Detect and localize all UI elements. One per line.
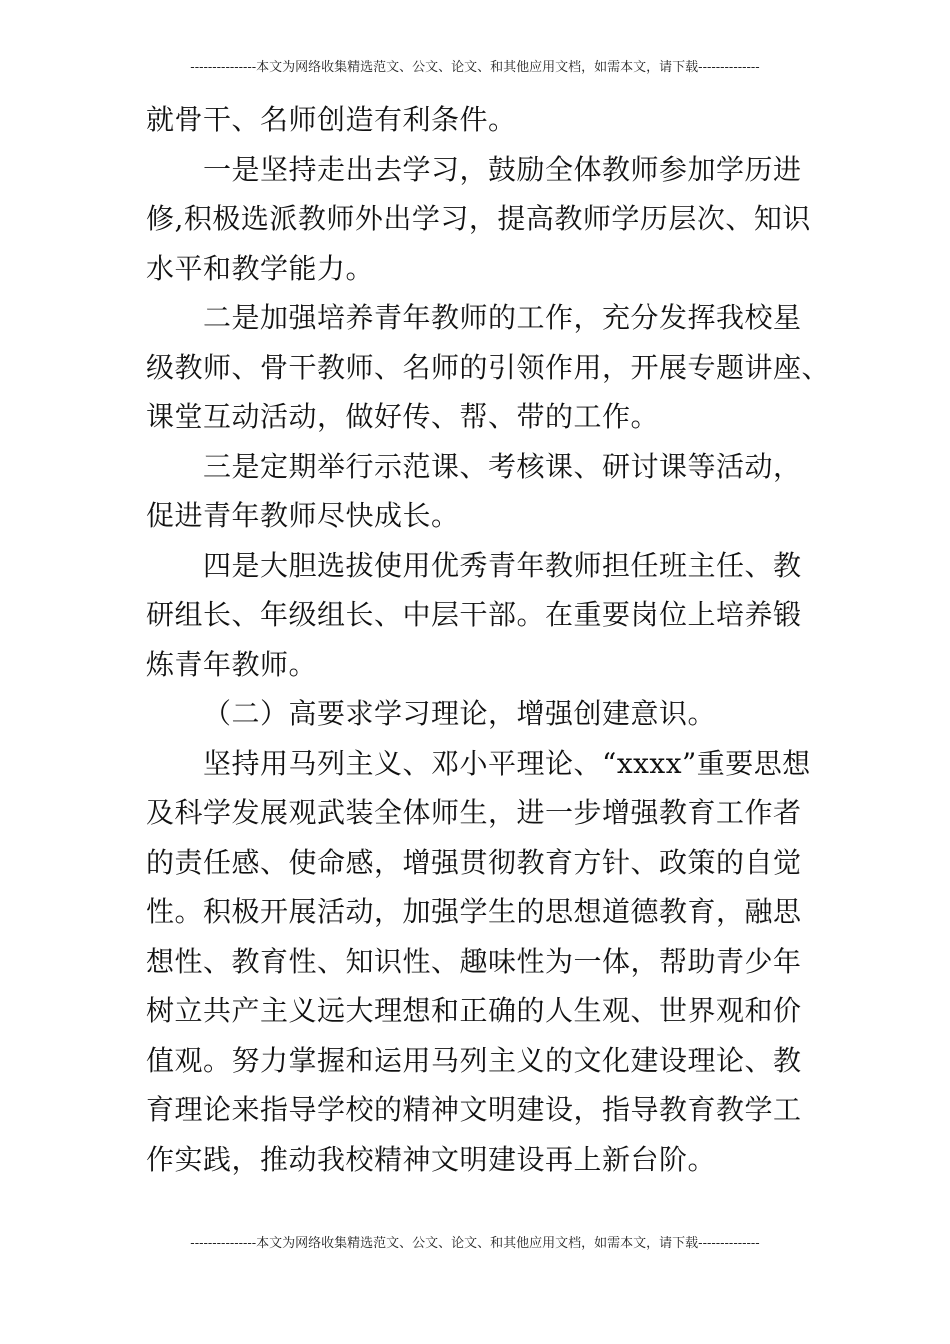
text-line: （二）高要求学习理论，增强创建意识。 xyxy=(203,697,717,730)
text-line: 水平和教学能力。 xyxy=(146,251,375,285)
text-line: 四是大胆选拔使用优秀青年教师担任班主任、教 xyxy=(203,548,802,582)
text-line: 值观。努力掌握和运用马列主义的文化建设理论、教 xyxy=(146,1043,802,1077)
paragraph xyxy=(146,95,814,145)
paragraph xyxy=(146,442,814,541)
section-heading xyxy=(146,689,814,739)
paragraph xyxy=(146,541,814,690)
page-header: ---------------本文为网络收集精选范文、公文、论文、和其他应用文档，如需本文，请下载-------------- xyxy=(190,60,760,75)
text-line: 修,积极选派教师外出学习，提高教师学历层次、知识 xyxy=(146,202,811,235)
text-line: 育理论来指导学校的精神文明建设，指导教育教学工 xyxy=(146,1093,802,1126)
paragraph xyxy=(146,293,831,442)
text-line: 及科学发展观武装全体师生，进一步增强教育工作者 xyxy=(146,796,802,829)
text-line: 研组长、年级组长、中层干部。在重要岗位上培养锻 xyxy=(146,598,802,631)
text-line: 作实践，推动我校精神文明建设再上新台阶。 xyxy=(146,1142,717,1176)
text-line: 就骨干、名师创造有利条件。 xyxy=(146,103,517,136)
text-line: 炼青年教师。 xyxy=(146,647,318,681)
text-line: 级教师、骨干教师、名师的引领作用，开展专题讲座、 xyxy=(146,350,831,384)
text-line: 三是定期举行示范课、考核课、研讨课等活动， xyxy=(203,449,802,483)
text-line: 树立共产主义远大理想和正确的人生观、世界观和价 xyxy=(146,994,802,1027)
text-line: 一是坚持走出去学习，鼓励全体教师参加学历进 xyxy=(203,152,802,186)
page-footer: ---------------本文为网络收集精选范文、公文、论文、和其他应用文档，如需本文，请下载-------------- xyxy=(190,1236,760,1251)
text-line: 促进青年教师尽快成长。 xyxy=(146,499,460,532)
paragraph xyxy=(146,145,814,294)
text-line: 想性、教育性、知识性、趣味性为一体，帮助青少年 xyxy=(146,944,802,978)
text-line: 的责任感、使命感，增强贯彻教育方针、政策的自觉 xyxy=(146,845,802,879)
text-line: 性。积极开展活动，加强学生的思想道德教育，融思 xyxy=(146,895,802,928)
document-body xyxy=(146,95,831,1184)
text-line: 课堂互动活动，做好传、帮、带的工作。 xyxy=(146,400,660,433)
paragraph xyxy=(146,739,814,1185)
text-line: 坚持用马列主义、邓小平理论、“xxxx”重要思想 xyxy=(203,746,811,780)
text-line: 二是加强培养青年教师的工作，充分发挥我校星 xyxy=(203,301,802,334)
